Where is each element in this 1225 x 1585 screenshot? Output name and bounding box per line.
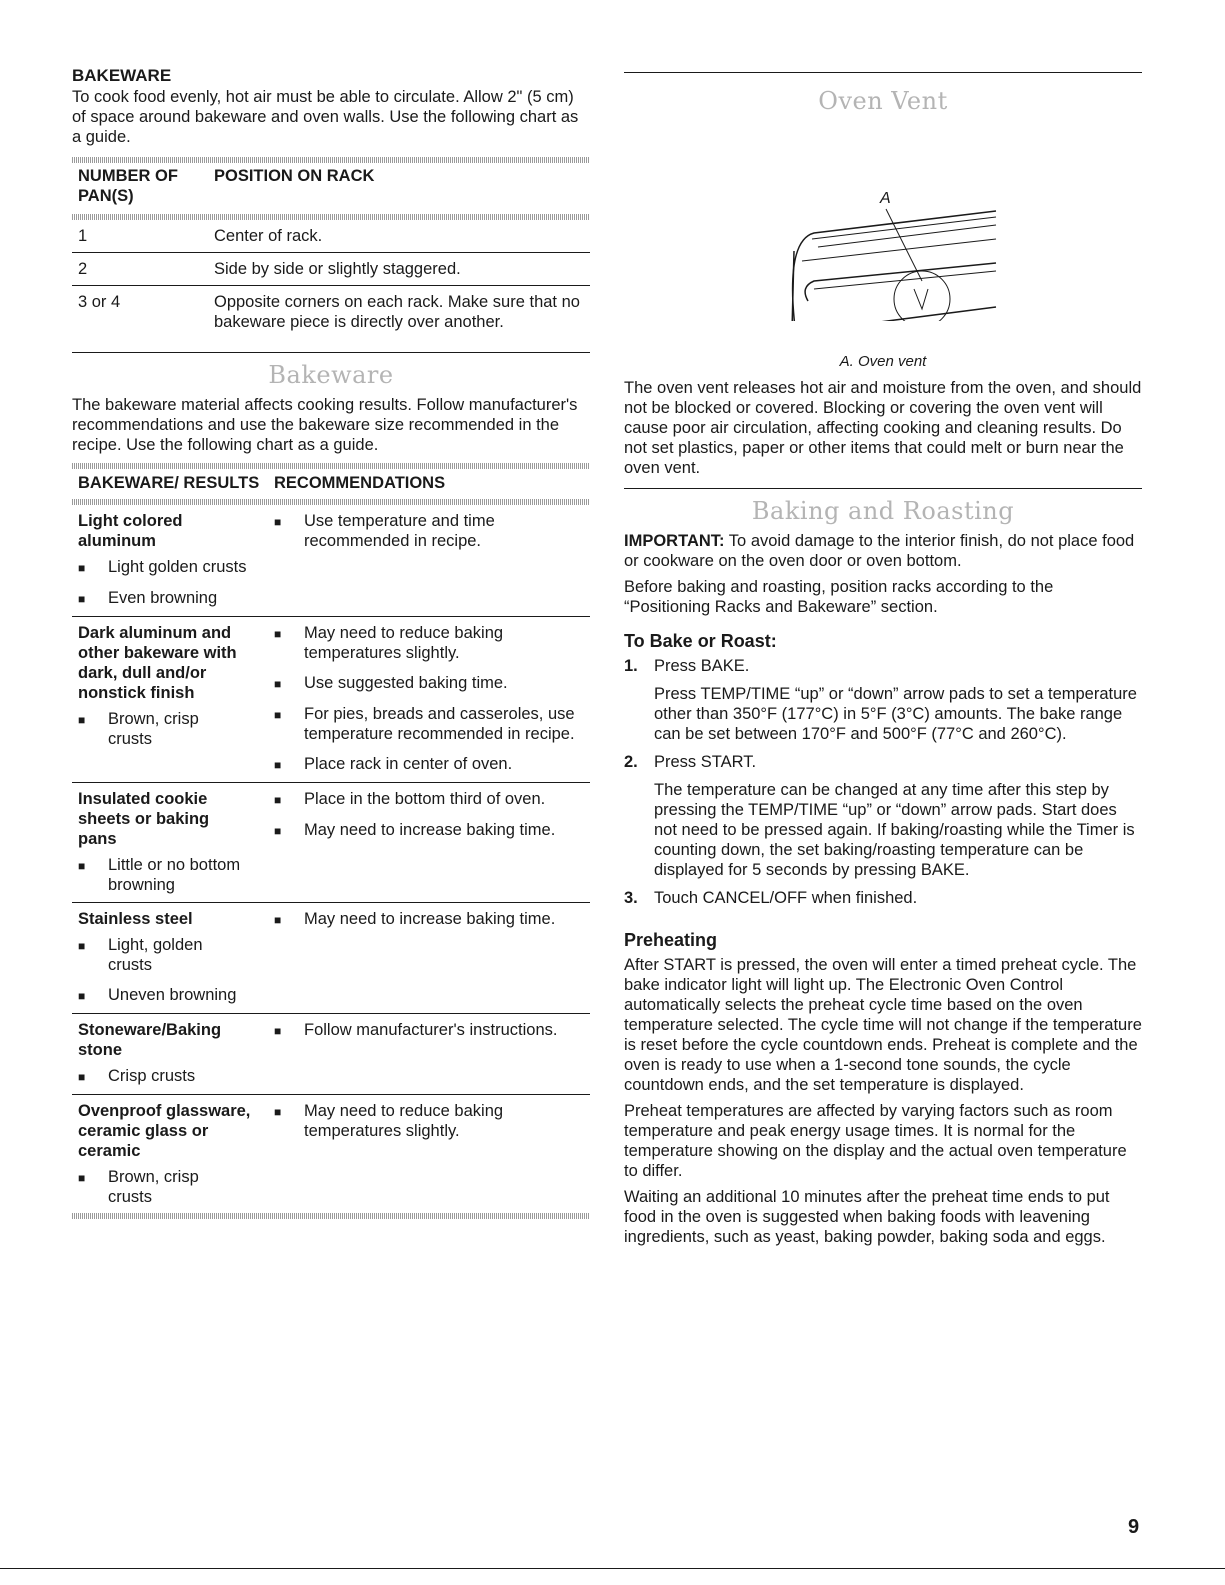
pan-count: 1 — [78, 227, 88, 245]
bullet-icon: ■ — [78, 859, 86, 873]
preheat-paragraph: Preheat temperatures are affected by varying factors such as room temperature and peak energy usage times. It is normal for the temperature showing on the display and the actual oven temperature to differ. — [624, 1102, 1127, 1180]
step-item — [624, 752, 1142, 888]
bullet-icon: ■ — [274, 793, 282, 807]
table-row — [72, 505, 590, 617]
figure-caption: A. Oven vent — [839, 353, 927, 370]
bullet-icon: ■ — [274, 824, 282, 838]
recommendation-item: May need to increase baking time. — [304, 821, 556, 839]
bakeware-section-title: Bakeware — [268, 361, 394, 389]
header-recommendations: RECOMMENDATIONS — [274, 474, 446, 492]
table-row — [72, 253, 590, 286]
material-name: Insulated cookie sheets or baking pans — [78, 790, 210, 848]
bullet-icon: ■ — [274, 627, 282, 641]
oven-vent-title: Oven Vent — [818, 87, 948, 115]
result-item: Uneven browning — [108, 986, 237, 1004]
step-item — [624, 656, 1142, 752]
bullet-icon: ■ — [78, 989, 86, 1003]
rack-position: Opposite corners on each rack. Make sure that no bakeware piece is directly over another. — [214, 293, 580, 331]
result-item: Even browning — [108, 589, 218, 607]
table-row — [72, 220, 590, 253]
bullet-icon: ■ — [274, 1105, 282, 1119]
right-column — [624, 72, 1142, 1253]
bakeware-table — [72, 463, 590, 1219]
page-number: 9 — [1128, 1516, 1140, 1538]
preheat-paragraph: Waiting an additional 10 minutes after the preheat time ends to put food in the oven is suggested when baking foods with leavening ingredients, such as yeast, baking powder, baking soda and eggs. — [624, 1188, 1110, 1246]
recommendation-item: Follow manufacturer's instructions. — [304, 1021, 558, 1039]
rack-position-table — [72, 157, 590, 352]
material-name: Light colored aluminum — [78, 512, 183, 550]
important-label: IMPORTANT: — [624, 532, 725, 550]
section-divider — [624, 488, 1142, 489]
bullet-icon: ■ — [78, 561, 86, 575]
table-row — [72, 1095, 590, 1213]
rack-position: Center of rack. — [214, 227, 323, 245]
bakeware-section-intro: The bakeware material affects cooking results. Follow manufacturer's recommendations and use the bakeware size recommended in the recipe. Use the following chart as a guide. — [72, 396, 578, 454]
header-position-on-rack: POSITION ON RACK — [214, 167, 375, 185]
oven-vent-figure — [624, 121, 1142, 321]
step-detail: The temperature can be changed at any time after this step by pressing the TEMP/TIME “up” or “down” arrow pads. Start does not need to be pressed again. If baking/roasting while the Timer is counting down, the set baking/roasting temperature can be displayed for 5 seconds by pressing BAKE. — [654, 781, 1135, 879]
preheat-paragraph: After START is pressed, the oven will enter a timed preheat cycle. The bake indicator light will light up. The Electronic Oven Control automatically selects the preheat cycle time based on the oven temperature selected. The cycle time will not change if the temperature is reset before the cycle countdown ends. Preheat is complete and the oven is ready to use when a 1-second tone sounds, the cycle countdown ends, and the set temperature is displayed. — [624, 956, 1142, 1094]
important-text: To avoid damage to the interior finish, do not place food or cookware on the oven door or oven bottom. — [624, 532, 1135, 570]
bullet-icon: ■ — [274, 913, 282, 927]
step-detail: Press TEMP/TIME “up” or “down” arrow pads to set a temperature other than 350°F (177°C) in 5°F (3°C) amounts. The bake range can be set between 170°F and 500°F (77°C and 260°C). — [654, 685, 1137, 743]
step-number: 3. — [624, 889, 638, 907]
step-number: 1. — [624, 657, 638, 675]
bullet-icon: ■ — [78, 939, 86, 953]
material-name: Stainless steel — [78, 910, 193, 928]
important-note — [624, 531, 1142, 571]
result-item: Light, golden crusts — [108, 936, 203, 974]
table-row — [72, 783, 590, 903]
result-item: Crisp crusts — [108, 1067, 196, 1085]
to-bake-heading: To Bake or Roast: — [624, 631, 777, 651]
bullet-icon: ■ — [274, 758, 282, 772]
pan-count: 2 — [78, 260, 88, 278]
result-item: Little or no bottom browning — [108, 856, 241, 894]
recommendation-item: May need to reduce baking temperatures slightly. — [304, 624, 504, 662]
bullet-icon: ■ — [78, 713, 86, 727]
bullet-icon: ■ — [274, 515, 282, 529]
bullet-icon: ■ — [274, 1024, 282, 1038]
bakeware-table-header — [72, 469, 590, 499]
oven-vent-illustration — [624, 121, 1142, 321]
recommendation-item: May need to reduce baking temperatures slightly. — [304, 1102, 504, 1140]
bakeware-intro: To cook food evenly, hot air must be able to circulate. Allow 2" (5 cm) of space around bakeware and oven walls. Use the following chart as a guide. — [72, 88, 579, 146]
recommendation-item: Use suggested baking time. — [304, 674, 508, 692]
figure-label-a: A — [880, 190, 891, 207]
preheating-heading: Preheating — [624, 930, 718, 950]
bullet-icon: ■ — [78, 592, 86, 606]
bullet-icon: ■ — [78, 1070, 86, 1084]
recommendation-item: May need to increase baking time. — [304, 910, 556, 928]
page-bottom-rule — [0, 1568, 1225, 1569]
pan-count: 3 or 4 — [78, 293, 121, 311]
section-divider — [72, 352, 590, 353]
result-item: Light golden crusts — [108, 558, 247, 576]
header-number-of-pans: NUMBER OF PAN(S) — [78, 167, 178, 205]
table-bottom-border — [72, 1213, 590, 1219]
step-number: 2. — [624, 753, 638, 771]
recommendation-item: Place in the bottom third of oven. — [304, 790, 546, 808]
header-bakeware-results: BAKEWARE/ RESULTS — [78, 474, 260, 492]
recommendation-item: For pies, breads and casseroles, use temperature recommended in recipe. — [304, 705, 575, 743]
table-row — [72, 617, 590, 783]
oven-vent-text: The oven vent releases hot air and moisture from the oven, and should not be blocked or covered. Blocking or covering the oven vent will cause poor air circulation, affecting cooking and cleaning results. Do not set plastics, paper or other items that could melt or burn near the oven vent. — [624, 379, 1142, 477]
result-item: Brown, crisp crusts — [108, 1168, 199, 1206]
step-text: Press START. — [654, 753, 757, 771]
recommendation-item: Place rack in center of oven. — [304, 755, 513, 773]
material-name: Stoneware/Baking stone — [78, 1021, 222, 1059]
result-item: Brown, crisp crusts — [108, 710, 199, 748]
table-row — [72, 903, 590, 1014]
step-text: Press BAKE. — [654, 657, 750, 675]
bakeware-heading: BAKEWARE — [72, 66, 172, 85]
bullet-icon: ■ — [274, 708, 282, 722]
rack-position: Side by side or slightly staggered. — [214, 260, 461, 278]
bullet-icon: ■ — [274, 677, 282, 691]
table-row — [72, 1014, 590, 1095]
recommendation-item: Use temperature and time recommended in recipe. — [304, 512, 495, 550]
table-row — [72, 286, 590, 352]
baking-roasting-title: Baking and Roasting — [751, 497, 1015, 525]
left-column — [72, 66, 590, 1219]
step-text: Touch CANCEL/OFF when finished. — [654, 889, 918, 907]
rack-table-header — [72, 163, 590, 214]
before-baking-text: Before baking and roasting, position racks according to the “Positioning Racks and Bakeware” section. — [624, 578, 1054, 616]
material-name: Ovenproof glassware, ceramic glass or ceramic — [78, 1102, 251, 1160]
bullet-icon: ■ — [78, 1171, 86, 1185]
section-divider — [624, 72, 1142, 73]
step-item — [624, 888, 1142, 916]
material-name: Dark aluminum and other bakeware with dark, dull and/or nonstick finish — [78, 624, 237, 702]
